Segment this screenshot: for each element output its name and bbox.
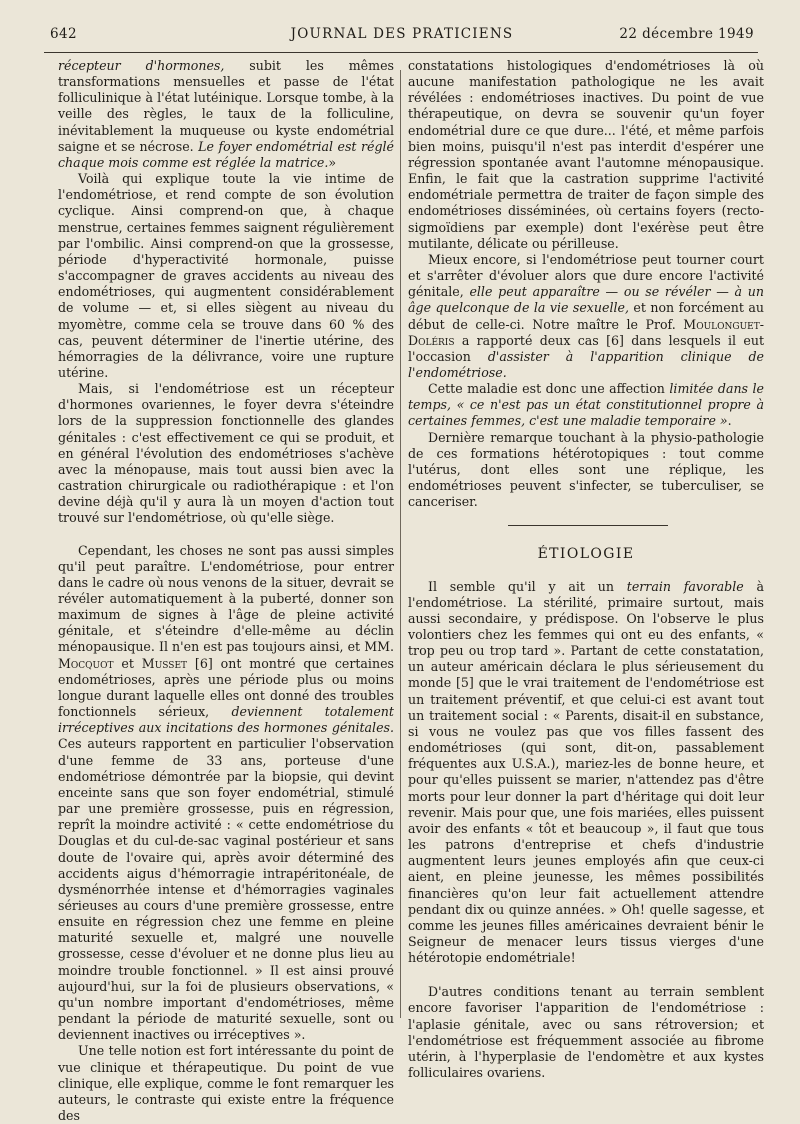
paragraph: Cependant, les choses ne sont pas aussi simples qu'il peut paraître. L'endométriose, pour entrer dans le cadre où nous venons de la situer, devrait se révéler automatiquement à la puberté, donner son maximum de signes à l'âge de pleine activité génitale, et s'éteindre d'elle-même au déclin ménopausique. Il n'en est pas toujours ainsi, et MM. Mocquot et Musset [6] ont montré que certaines endométrioses, après une période plus ou moins longue durant laquelle elles ont donné des troubles fonctionnels sérieux, deviennent totalement irréceptives aux incitations des hormones génitales. Ces auteurs rapportent en particulier l'observation d'une femme de 33 ans, porteuse d'une endométriose démontrée par la biopsie, qui devint enceinte sans que son foyer endométrial, stimulé par une première grossesse, puis en régression, reprît la moindre activité : « cette endométriose du Douglas et du cul-de-sac vaginal postérieur et sans doute de l'ovaire qui, après avoir déterminé des accidents aigus d'hémorragie intrapéritonéale, de dysménorrhée intense et d'hémorragies vaginales sérieuses au cours d'une première grossesse, entre ensuite en régression chez une femme en pleine maturité sexuelle et, malgré une nouvelle grossesse, cesse d'évoluer et ne donne plus lieu au moindre trouble fonctionnel. » Il est ainsi prouvé aujourd'hui, sur la foi de plusieurs observations, « qu'un nombre important d'endométrioses, même pendant la période de maturité sexuelle, sont ou deviennent inactives ou irréceptives ». (58, 542, 394, 1043)
paragraph: D'autres conditions tenant au terrain semblent encore favoriser l'apparition de l'endométriose : l'aplasie génitale, avec ou sans rétroversion; et l'endométriose est fréquemment associée au fibrome utérin, à l'hyperplasie de l'endomètre et aux kystes folliculaires ovariens. (408, 984, 764, 1081)
author-name: Moulonguet-Doléris (408, 316, 764, 348)
paragraph: Cette maladie est donc une affection limitée dans le temps, « ce n'est pas un état constitutionnel propre à certaines femmes, c'est une maladie temporaire ». (408, 381, 765, 429)
italic-run: limitée dans le temps, « ce n'est pas un état constitutionnel propre à certaines femmes, c'est une maladie temporaire » (408, 381, 765, 429)
paragraph: constatations histologiques d'endométrioses là où aucune manifestation pathologique ne les avait révélées : endométrioses inactives. Du point de vue thérapeutique, on devra se souvenir qu'un foyer endométrial dure ce que dure... l'été, et même parfois bien moins, puisqu'il n'est pas interdit d'espérer une régression spontanée avant l'automne ménopausique. Enfin, le fait que la castration supprime l'activité endométriale permettra de traiter de façon simple des endométrioses disséminées, où certains foyers (recto-sigmoïdiens par exemple) dont l'exérèse peut être mutilante, délicate ou périlleuse. (408, 58, 764, 251)
page-number: 642 (50, 26, 77, 42)
paragraph: Mieux encore, si l'endométriose peut tourner court et s'arrêter d'évoluer alors que dure encore l'activité génitale, elle peut apparaître — ou se révéler — à un âge quelconque de la vie sexuelle, et non forcément au début de celle-ci. Notre maître le Prof. Moulonguet-Doléris a rapporté deux cas [6] dans lesquels il eut l'occasion d'assister à l'apparition clinique de l'endométriose. (408, 251, 764, 380)
running-header (50, 26, 754, 46)
italic-run: Le foyer endométrial est réglé chaque mois comme est réglée la matrice. (58, 138, 394, 170)
author-name: Mocquot (58, 655, 114, 671)
left-column (58, 58, 394, 1124)
header-rule (44, 52, 758, 53)
column-divider (400, 70, 401, 1018)
paragraph: Une telle notion est fort intéressante du point de vue clinique et thérapeutique. Du point de vue clinique, elle explique, comme le font remarquer les auteurs, le contraste qui existe entre la fréquence des (58, 1043, 394, 1123)
italic-run: récepteur d'hormones, (58, 58, 225, 73)
paragraph: récepteur d'hormones, subit les mêmes transformations mensuelles et passe de l'état folliculinique à l'état lutéinique. Lorsque tombe, à la veille des règles, le taux de la folliculine, inévitablement la muqueuse ou kyste endométrial saigne et se nécrose. Le foyer endométrial est réglé chaque mois comme est réglée la matrice.» (58, 58, 394, 170)
italic-run: elle peut apparaître — ou se révéler — à un âge quelconque de la vie sexuelle, (408, 284, 764, 316)
section-heading: ÉTIOLOGIE (537, 546, 635, 563)
paragraph: Voilà qui explique toute la vie intime de l'endométriose, et rend compte de son évolution cyclique. Ainsi comprend-on que, à chaque menstrue, certaines femmes saignent régulièrement par l'ombilic. Ainsi comprend-on que la grossesse, période d'hyperactivité hormonale, puisse s'accompagner de graves accidents au niveau des endométrioses, qui augmentent considérablement de volume — et, si elles siègent au niveau du myomètre, comme cela se trouve dans 60 % des cas, peuvent déterminer de l'inertie utérine, des hémorragies de la délivrance, voire une rupture utérine. (58, 171, 394, 380)
author-name: Musset (141, 655, 188, 671)
italic-run: terrain favorable (626, 578, 744, 594)
issue-date: 22 décembre 1949 (619, 26, 754, 42)
journal-title: JOURNAL DES PRATICIENS (290, 26, 514, 42)
italic-run: deviennent totalement irréceptives aux incitations des hormones génitales. (58, 704, 394, 736)
paragraph: Il semble qu'il y ait un terrain favorable à l'endométriose. La stérilité, primaire surtout, mais aussi secondaire, y prédispose. On l'observe le plus volontiers chez les femmes qui ont eu des enfants, « trop peu ou trop tard ». Partant de cette constatation, un auteur américain déclara le plus sérieusement du monde [5] que le vrai traitement de l'endométriose est un traitement préventif, et que celui-ci est avant tout un traitement social : « Parents, disait-il en substance, si vous ne voulez pas que vos filles fassent des endométrioses (qui sont, dit-on, passablement fréquentes aux U.S.A.), mariez-les de bonne heure, et pour qu'elles puissent se marier, n'attendez pas d'être morts pour leur donner la part d'héritage qui doit leur revenir. Mais pour que, une fois mariées, elles puissent avoir des enfants « tôt et beaucoup », il faut que tous les patrons d'entreprise et chefs d'industrie augmentent leurs jeunes employés afin que ceux-ci aient, en pleine jeunesse, les mêmes possibilités financières qu'on leur fait actuellement attendre pendant dix ou quinze années. » Oh! quelle sagesse, et comme les jeunes filles américaines devraient bénir le Seigneur de menacer leurs tissus vierges d'une hétérotopie endométriale! (408, 578, 764, 966)
paragraph: Mais, si l'endométriose est un récepteur d'hormones ovariennes, le foyer devra s'éteindre lors de la suppression fonctionnelle des glandes génitales : c'est effectivement ce qui se produit, et en général l'évolution des endométrioses s'achève avec la ménopause, mais tout aussi bien avec la castration chirurgicale ou radiothérapique : et l'on devine déjà qu'il y aura là un moyen d'action tout trouvé sur l'endométriose, où qu'elle siège. (58, 381, 394, 526)
italic-run: d'assister à l'apparition clinique de l'endométriose. (408, 348, 764, 380)
right-column (408, 58, 764, 1081)
paragraph: Dernière remarque touchant à la physio-pathologie de ces formations hétérotopiques : tout comme l'utérus, dont elles sont une réplique, les endométrioses peuvent s'infecter, se tuberculiser, se canceriser. (408, 429, 764, 510)
section-rule (508, 525, 668, 526)
